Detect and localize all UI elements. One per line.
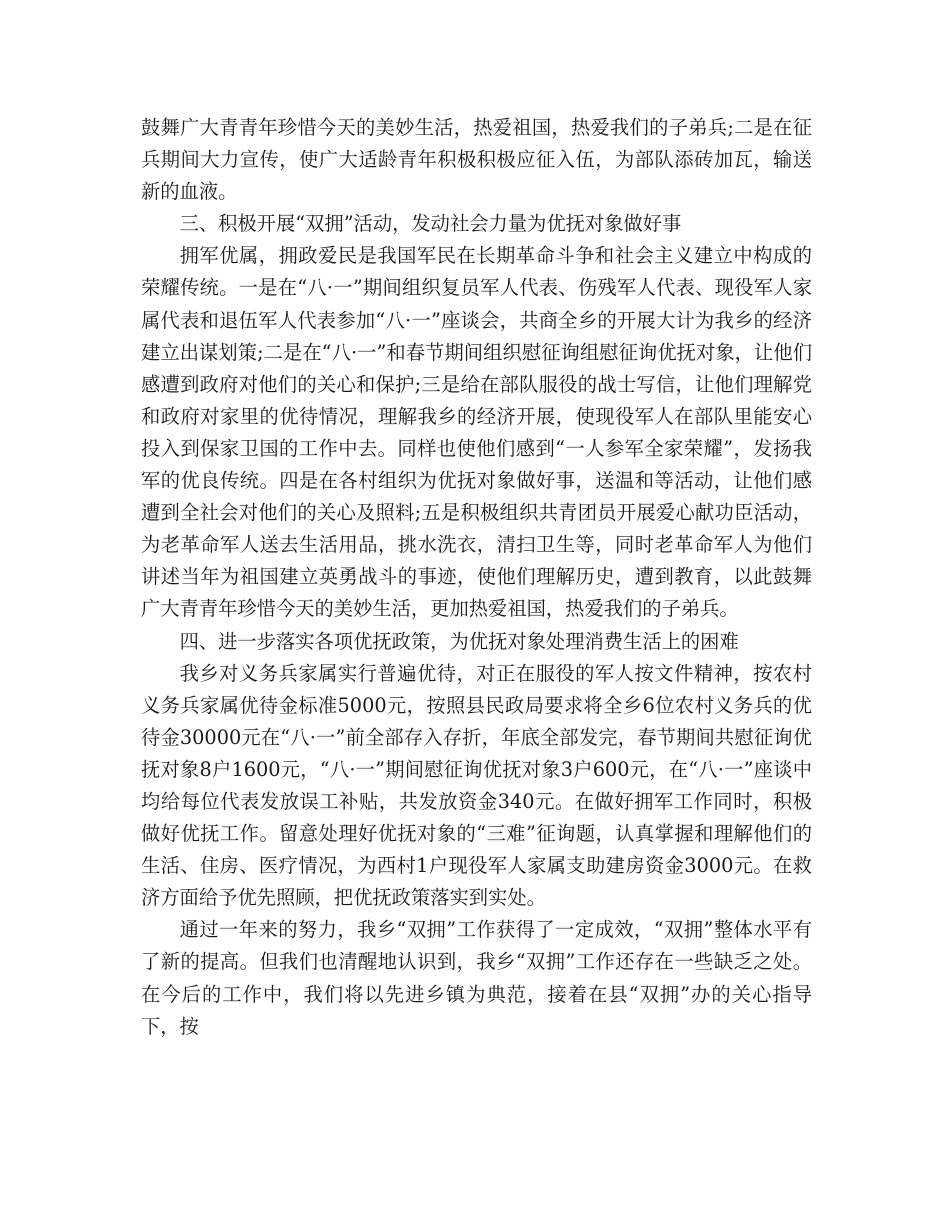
section-heading-four: 四、进一步落实各项优抚政策，为优抚对象处理消费生活上的困难 bbox=[179, 629, 739, 653]
paragraph-preferential-policy: 我乡对义务兵家属实行普遍优待，对正在服役的军人按文件精神，按农村义务兵家属优待金标准5000元，按照县民政局要求将全乡6位农村义务兵的优待金30000元在“八·一”前全部存入存折，年底全部发完，春节期间共慰征询优抚对象8户1600元，“八·一”期间慰征询优抚对象3户600元，在“八·一”座谈中均给每位代表发放误工补贴，共发放资金340元。在做好拥军工作同时，积极做好优抚工作。留意处理好优抚对象的“三难”征询题，认真掌握和理解他们的生活、住房、医疗情况，为西村1户现役军人家属支助建房资金3000元。在救济方面给予优先照顾，把优抚政策落实到实处。 bbox=[141, 661, 812, 910]
paragraph-support-military: 拥军优属，拥政爱民是我国军民在长期革命斗争和社会主义建立中构成的荣耀传统。一是在“八·一”期间组织复员军人代表、伤残军人代表、现役军人家属代表和退伍军人代表参加“八·一”座谈会，共商全乡的开展大计为我乡的经济建立出谋划策;二是在“八·一”和春节期间组织慰征询组慰征询优抚对象，让他们感遭到政府对他们的关心和保护;三是给在部队服役的战士写信，让他们理解党和政府对家里的优待情况，理解我乡的经济开展，使现役军人在部队里能安心投入到保家卫国的工作中去。同样也使他们感到“一人参军全家荣耀”，发扬我军的优良传统。四是在各村组织为优抚对象做好事，送温和等活动，让他们感遭到全社会对他们的关心及照料;五是积极组织共青团员开展爱心献功臣活动，为老革命军人送去生活用品，挑水洗衣，清扫卫生等，同时老革命军人为他们讲述当年为祖国建立英勇战斗的事迹，使他们理解历史，遭到教育，以此鼓舞广大青青年珍惜今天的美妙生活，更加热爱祖国，热爱我们的子弟兵。 bbox=[141, 244, 812, 621]
paragraph-summary: 通过一年来的努力，我乡“双拥”工作获得了一定成效，“双拥”整体水平有了新的提高。但我们也清醒地认识到，我乡“双拥”工作还存在一些缺乏之处。在今后的工作中，我们将以先进乡镇为典范，接着在县“双拥”办的关心指导下，按 bbox=[141, 918, 812, 1038]
section-heading-three: 三、积极开展“双拥”活动，发动社会力量为优抚对象做好事 bbox=[179, 212, 682, 236]
document-body bbox=[141, 112, 812, 1043]
paragraph-continuation: 鼓舞广大青青年珍惜今天的美妙生活，热爱祖国，热爱我们的子弟兵;二是在征兵期间大力宣传，使广大适龄青年积极积极应征入伍，为部队添砖加瓦，输送新的血液。 bbox=[141, 116, 812, 204]
